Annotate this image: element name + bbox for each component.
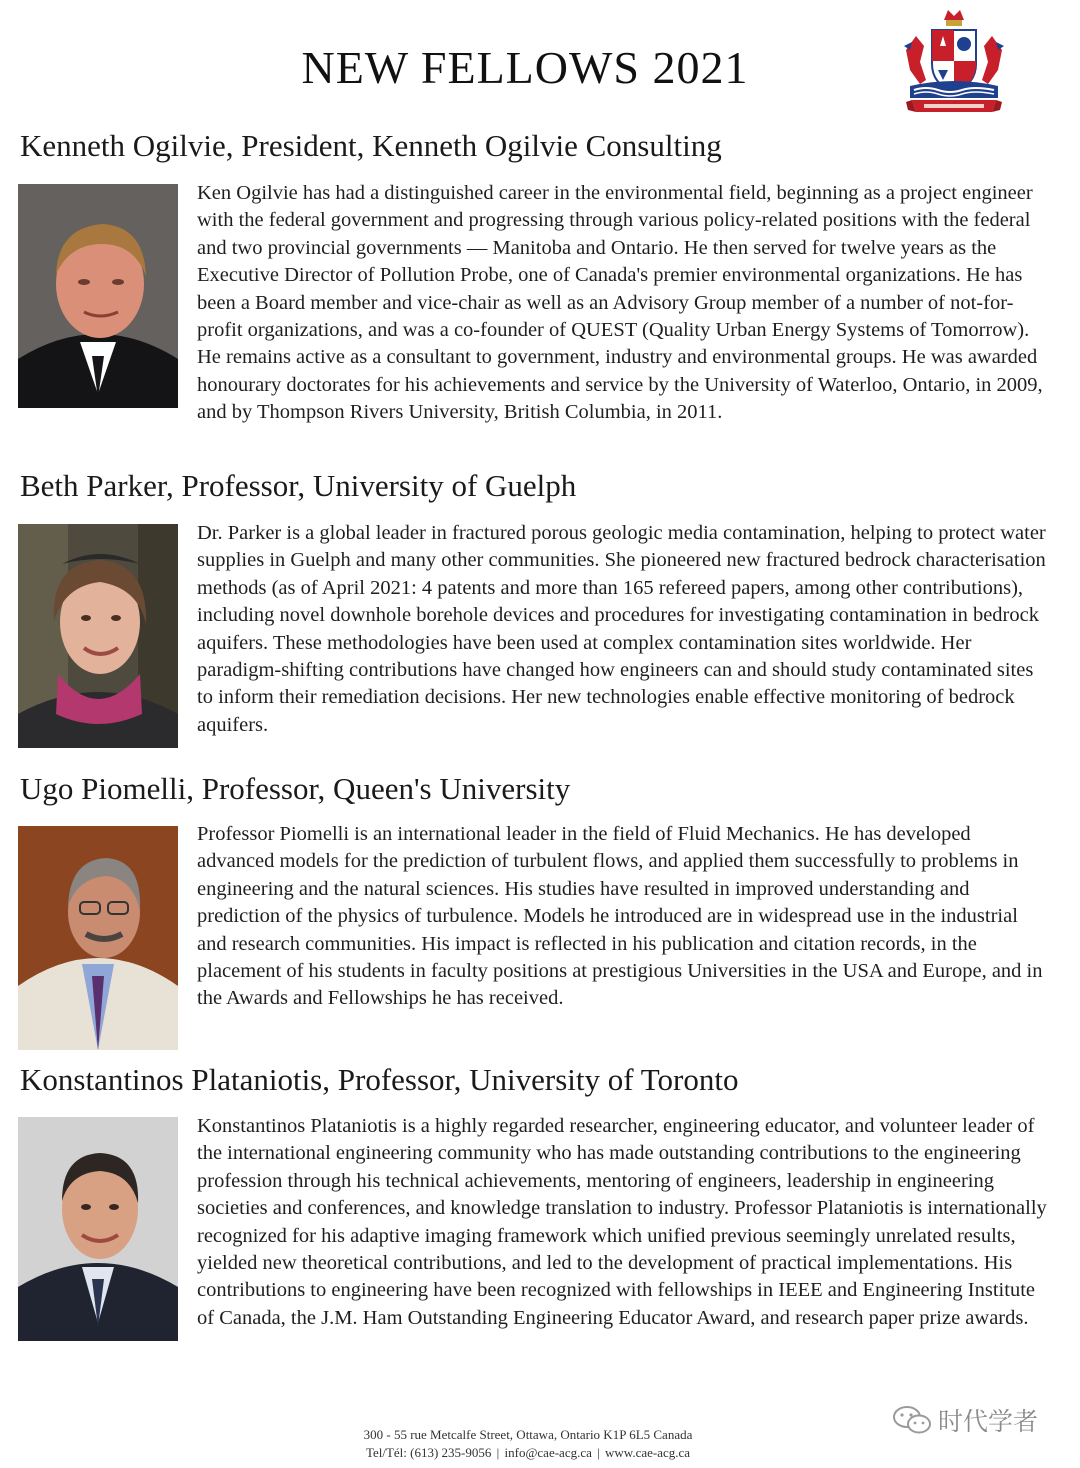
portrait-photo-icon [18,1117,178,1341]
fellow-bio-piomelli: Professor Piomelli is an international leader in the field of Fluid Mechanics. He has developed advanced models for the prediction of turbulent flows, and applied them successfully to problems in engineering and the natural sciences. His studies have resulted in improved understanding and prediction of the physics of turbulence. Models he introduced are in widespread use in the industrial and research communities. His impact is reflected in his publication and citation records, in the placement of his students in faculty positions at prestigious Universities in the USA and Europe, and in the Awards and Fellowships he has received. [197,823,1043,1010]
portrait-piomelli [18,826,178,1050]
footer-separator: | [597,1445,600,1460]
crest-logo [902,6,1006,118]
watermark [892,1402,1038,1438]
portrait-photo-icon [18,184,178,408]
footer-contact [0,1444,1056,1462]
footer-phone: Tel/Tél: (613) 235-9056 [365,1445,492,1460]
portrait-plataniotis [18,1117,178,1341]
fellow-bio-plataniotis: Konstantinos Plataniotis is a highly regarded researcher, engineering educator, and volunteer leader of the international engineering community who has made outstanding contributions to the engineering profession through his technical achievements, mentoring of engineers, leadership in engineering societies and conferences, and knowledge translation to industry. Professor Plataniotis is internationally recognized for his adaptive imaging framework which unified previous seemingly unrelated results, yielded new theoretical contributions, and led to the development of practical implementations. His contributions to engineering have been recognized with fellowships in IEEE and Engineering Institute of Canada, the J.M. Ham Outstanding Engineering Educator Award, and research paper prize awards. [197,1115,1047,1329]
footer-separator: | [496,1445,500,1460]
page-title: NEW FELLOWS 2021 [301,42,749,93]
coat-of-arms-icon [902,6,1006,118]
fellow-heading-piomelli: Ugo Piomelli, Professor, Queen's University [20,771,571,806]
fellow-heading-plataniotis: Konstantinos Plataniotis, Professor, University of Toronto [20,1062,739,1097]
portrait-photo-icon [18,524,178,748]
fellow-bio-ogilvie: Ken Ogilvie has had a distinguished career in the environmental field, beginning as a project engineer with the federal government and progressing through various policy-related positions with the federal and two provincial governments — Manitoba and Ontario. He then served for twelve years as the Executive Director of Pollution Probe, one of Canada's premier environmental organizations. He has been a Board member and vice-chair as well as an Advisory Group member of a number of not-for-profit organizations, and was a co-founder of QUEST (Quality Urban Energy Systems of Tomorrow). He remains active as a consultant to government, industry and environmental groups. He was awarded honourary doctorates for his achievements and service by the University of Waterloo, Ontario, in 2009, and by Thompson Rivers University, British Columbia, in 2011. [197,182,1043,424]
fellow-heading-ogilvie: Kenneth Ogilvie, President, Kenneth Ogilvie Consulting [20,128,722,163]
footer-address: 300 - 55 rue Metcalfe Street, Ottawa, Ontario K1P 6L5 Canada [363,1427,693,1442]
watermark-text: 时代学者 [938,1407,1039,1436]
fellow-heading-parker: Beth Parker, Professor, University of Guelph [20,468,577,503]
portrait-photo-icon [18,826,178,1050]
footer-email[interactable]: info@cae-acg.ca [504,1445,592,1460]
portrait-ogilvie [18,184,178,408]
footer-website[interactable]: www.cae-acg.ca [605,1445,691,1460]
portrait-parker [18,524,178,748]
wechat-icon [892,1404,932,1436]
fellow-bio-parker: Dr. Parker is a global leader in fractured porous geologic media contamination, helping to protect water supplies in Guelph and many other communities. She pioneered new fractured bedrock characterisation methods (as of April 2021: 4 patents and more than 165 refereed papers, among other contributions), including novel downhole borehole devices and procedures for investigating contamination in bedrock aquifers. These methodologies have been used at complex contamination sites worldwide. Her paradigm-shifting contributions have changed how engineers can and should study contaminated sites to inform their remediation decisions. Her new technologies enable effective monitoring of bedrock aquifers. [197,522,1046,736]
